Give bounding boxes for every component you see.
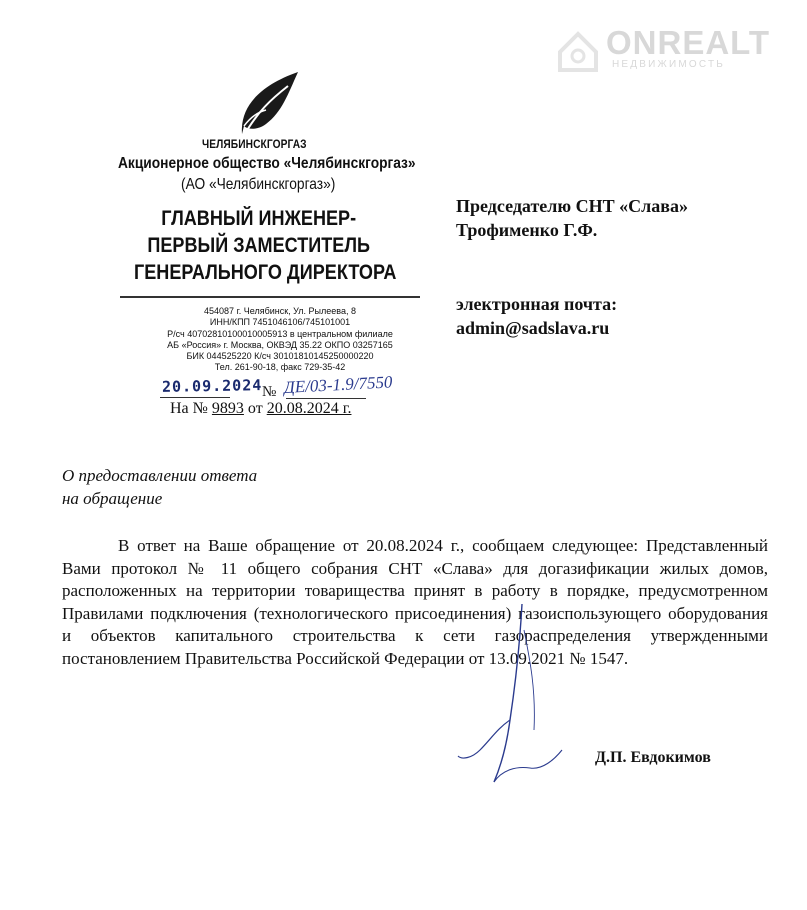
position-title [134, 205, 397, 286]
watermark-subtitle: НЕДВИЖИМОСТЬ [612, 59, 726, 70]
company-short-name: ЧЕЛЯБИНСКГОРГАЗ [202, 137, 307, 151]
watermark-name: ONREALT [606, 24, 771, 61]
company-abbreviation: (АО «Челябинскгоргаз») [181, 176, 336, 193]
recipient-position: Председателю СНТ «Слава» [456, 196, 688, 216]
leaf-logo-icon [236, 68, 306, 136]
reference-mid: от [247, 400, 263, 417]
requisite-line: АБ «Россия» г. Москва, ОКВЭД 35.22 ОКПО 03257165 [167, 339, 393, 350]
signer-name: Д.П. Евдокимов [595, 749, 711, 766]
subject-line: О предоставлении ответа [62, 466, 258, 485]
requisite-line: Тел. 261-90-18, факс 729-35-42 [214, 362, 346, 373]
outgoing-date-stamp: 20.09.2024 [161, 376, 263, 396]
outgoing-number-label: № [262, 384, 277, 400]
requisite-line: ИНН/КПП 7451046106/745101001 [209, 317, 351, 328]
reference-number: 9893 [211, 400, 244, 417]
requisite-line: 454087 г. Челябинск, Ул. Рылеева, 8 [204, 306, 356, 316]
outgoing-number-handwritten: ДЕ/03-1.9/7550 [283, 372, 393, 397]
requisite-line: Р/сч 40702810100010005913 в центральном филиале [167, 328, 393, 339]
handwritten-signature-icon [450, 600, 570, 790]
email-label: электронная почта: [456, 294, 618, 314]
subject-line: на обращение [62, 489, 163, 508]
recipient-name: Трофименко Г.Ф. [456, 220, 598, 240]
outgoing-date-underline [160, 397, 230, 398]
email-address: admin@sadslava.ru [456, 318, 610, 338]
reference-prefix: На № [170, 400, 208, 417]
recipient-block [456, 194, 688, 242]
letterhead-divider [120, 296, 420, 298]
position-line: ГЕНЕРАЛЬНОГО ДИРЕКТОРА [134, 261, 397, 284]
outgoing-number-underline [286, 398, 366, 399]
body-paragraph: В ответ на Ваше обращение от 20.08.2024 г., сообщаем следующее: Представленный Вами протокол № 11 общего собрания СНТ «Слава» для догазификации жилых домов, расположенных на территории товарищества принят в работу в порядке, предусмотренном Правилами подключения (технологического присоединения) газоиспользующего оборудования и объектов капитального строительства к сети газораспределения утвержденными постановлением Правительства Российской Федерации от 13.09.2021 № 1547. [62, 536, 768, 668]
position-line: ПЕРВЫЙ ЗАМЕСТИТЕЛЬ [147, 234, 370, 257]
letter-subject [62, 464, 257, 510]
company-requisites [150, 306, 410, 374]
company-full-name: Акционерное общество «Челябинскгоргаз» [118, 155, 416, 172]
letter-body [62, 535, 768, 670]
reference-line [170, 400, 351, 418]
requisite-line: БИК 044525220 К/сч 30101810145250000220 [186, 351, 374, 362]
reference-date: 20.08.2024 г. [266, 400, 352, 417]
position-line: ГЛАВНЫЙ ИНЖЕНЕР- [161, 207, 357, 230]
